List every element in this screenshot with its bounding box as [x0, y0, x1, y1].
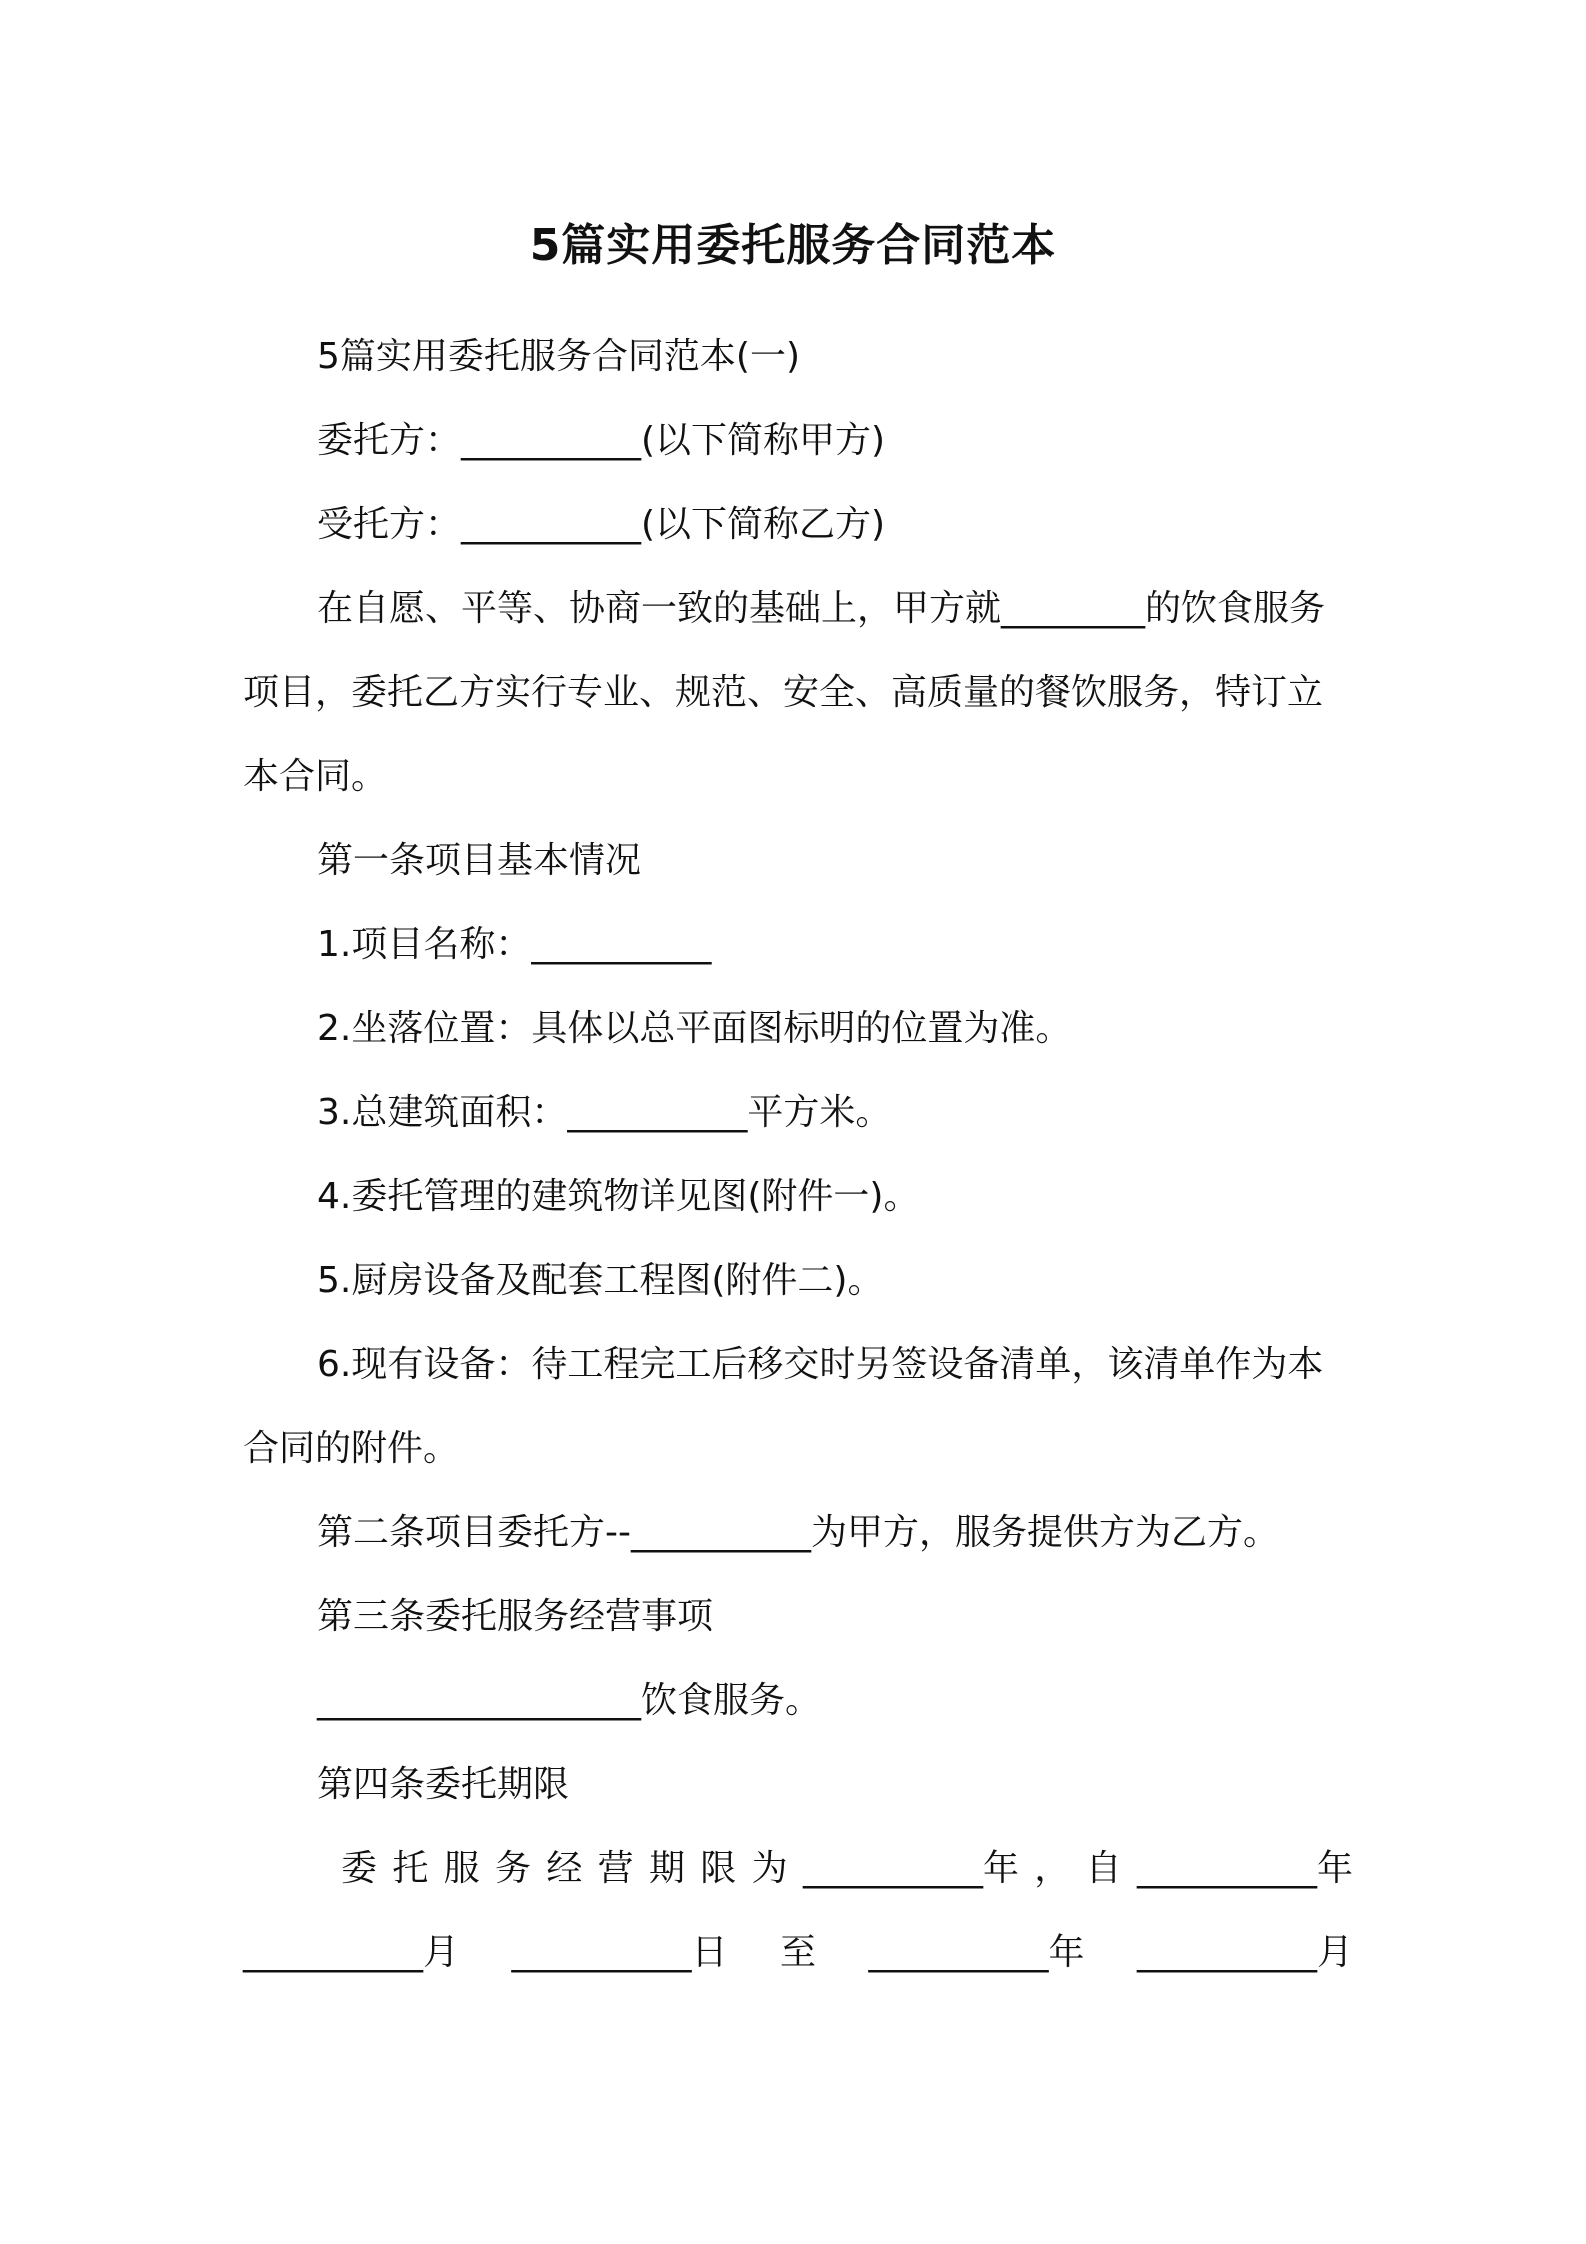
term-segment: __________日	[511, 1932, 728, 1973]
list-item: 4.委托管理的建筑物详见图(附件一)。	[317, 1176, 920, 1217]
paragraph-line: 本合同。	[243, 756, 388, 797]
term-segment: ，	[1034, 1848, 1071, 1889]
term-segment: __________月	[243, 1932, 460, 1973]
contractor-party-line: 受托方：__________(以下简称乙方)	[317, 504, 886, 545]
term-segment: 托	[392, 1848, 429, 1889]
term-segment: 至	[779, 1932, 816, 1973]
term-line-2	[243, 1928, 1353, 1978]
paragraph-line: 项目，委托乙方实行专业、规范、安全、高质量的餐饮服务，特订立	[243, 672, 1324, 713]
paragraph-line: __________________饮食服务。	[317, 1680, 822, 1721]
term-segment: 自	[1085, 1848, 1122, 1889]
term-segment: 营	[597, 1848, 634, 1889]
term-segment: __________年	[802, 1848, 1019, 1889]
article-heading: 第一条项目基本情况	[317, 840, 642, 881]
list-item: 2.坐落位置：具体以总平面图标明的位置为准。	[317, 1008, 1072, 1049]
term-segment: __________月	[1136, 1932, 1353, 1973]
term-segment: 务	[494, 1848, 531, 1889]
term-segment: 限	[700, 1848, 737, 1889]
paragraph-line: 在自愿、平等、协商一致的基础上，甲方就________的饮食服务	[317, 588, 1326, 629]
list-item: 1.项目名称：__________	[317, 924, 712, 965]
term-line-1	[243, 1844, 1353, 1894]
article-heading: 第二条项目委托方--__________为甲方，服务提供方为乙方。	[317, 1512, 1279, 1553]
term-segment: 服	[443, 1848, 480, 1889]
term-segment: 为	[751, 1848, 788, 1889]
client-party-line: 委托方：__________(以下简称甲方)	[317, 420, 886, 461]
article-heading: 第四条委托期限	[317, 1764, 570, 1805]
list-item: 5.厨房设备及配套工程图(附件二)。	[317, 1260, 884, 1301]
term-segment: 委	[341, 1848, 378, 1889]
term-segment: 期	[648, 1848, 685, 1889]
term-segment: __________年	[1136, 1848, 1353, 1889]
article-heading: 第三条委托服务经营事项	[317, 1596, 714, 1637]
term-segment: 经	[546, 1848, 583, 1889]
list-item: 3.总建筑面积：__________平方米。	[317, 1092, 892, 1133]
document-title: 5篇实用委托服务合同范本	[529, 220, 1057, 271]
list-item: 6.现有设备：待工程完工后移交时另签设备清单，该清单作为本	[317, 1344, 1324, 1385]
section-heading: 5篇实用委托服务合同范本(一)	[317, 336, 800, 377]
term-segment: __________年	[868, 1932, 1085, 1973]
list-item-continuation: 合同的附件。	[243, 1428, 460, 1469]
